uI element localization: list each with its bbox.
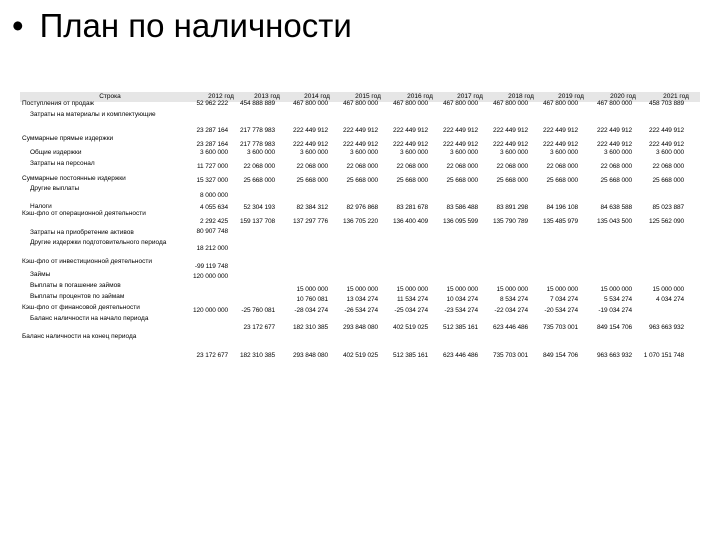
table-cell: 7 034 274 [549, 296, 578, 303]
table-cell: 222 449 912 [648, 127, 684, 134]
row-label: Кэш-фло от операционной деятельности [22, 210, 146, 217]
row-label: Другие выплаты [30, 185, 80, 192]
table-cell: 3 600 000 [299, 149, 328, 156]
table-cell: 849 154 706 [596, 324, 632, 331]
table-cell: 15 000 000 [652, 286, 684, 293]
table-cell: 458 703 889 [648, 100, 684, 107]
header-row-label: Строка [99, 93, 121, 100]
table-cell: 15 327 000 [196, 177, 228, 184]
table-cell: 402 519 025 [342, 352, 378, 359]
table-cell: 849 154 706 [542, 352, 578, 359]
table-cell: 25 668 000 [346, 177, 378, 184]
table-cell: 512 385 161 [392, 352, 428, 359]
table-cell: 136 705 220 [342, 218, 378, 225]
header-year: 2020 год [610, 93, 636, 100]
table-cell: 136 095 599 [442, 218, 478, 225]
table-cell: 25 668 000 [546, 177, 578, 184]
table-cell: 623 446 486 [442, 352, 478, 359]
table-cell: 15 000 000 [496, 286, 528, 293]
table-cell: 293 848 080 [292, 352, 328, 359]
table-cell: 25 668 000 [652, 177, 684, 184]
table-cell: 22 068 000 [296, 163, 328, 170]
header-year: 2014 год [304, 93, 330, 100]
table-cell: 15 000 000 [396, 286, 428, 293]
table-cell: 222 449 912 [442, 141, 478, 148]
header-year: 2016 год [407, 93, 433, 100]
header-year: 2015 год [355, 93, 381, 100]
table-cell: 120 000 000 [192, 273, 228, 280]
table-cell: 25 668 000 [396, 177, 428, 184]
table-cell: -99 119 748 [194, 263, 228, 270]
table-cell: -26 534 274 [344, 307, 378, 314]
table-cell: 11 727 000 [196, 163, 228, 170]
table-cell: 222 449 912 [492, 127, 528, 134]
table-cell: 22 068 000 [396, 163, 428, 170]
header-year: 2012 год [208, 93, 234, 100]
table-cell: -28 034 274 [294, 307, 328, 314]
table-cell: 85 023 887 [652, 204, 684, 211]
table-cell: 13 034 274 [346, 296, 378, 303]
table-cell: 222 449 912 [392, 127, 428, 134]
table-cell: 467 800 000 [442, 100, 478, 107]
table-cell: 3 600 000 [549, 149, 578, 156]
table-cell: 3 600 000 [399, 149, 428, 156]
table-cell: 467 800 000 [392, 100, 428, 107]
table-cell: 23 287 164 [196, 141, 228, 148]
row-label: Общие издержки [30, 149, 82, 156]
table-cell: 3 600 000 [603, 149, 632, 156]
table-cell: 182 310 385 [292, 324, 328, 331]
table-cell: 25 668 000 [496, 177, 528, 184]
table-cell: 222 449 912 [542, 141, 578, 148]
row-label: Кэш-фло от инвестиционной деятельности [22, 258, 152, 265]
table-cell: 467 800 000 [596, 100, 632, 107]
table-cell: 222 449 912 [292, 141, 328, 148]
row-label: Займы [30, 271, 51, 278]
row-label: Баланс наличности на начало периода [30, 315, 149, 322]
table-cell: -22 034 274 [494, 307, 528, 314]
table-cell: 512 385 161 [442, 324, 478, 331]
table-cell: 222 449 912 [596, 127, 632, 134]
table-cell: 3 600 000 [199, 149, 228, 156]
table-cell: 3 600 000 [349, 149, 378, 156]
row-label: Баланс наличности на конец периода [22, 333, 137, 340]
row-label: Суммарные постоянные издержки [22, 175, 126, 182]
cash-plan-table [20, 92, 700, 362]
table-cell: 125 562 090 [648, 218, 684, 225]
table-cell: 10 034 274 [446, 296, 478, 303]
table-cell: 23 172 677 [196, 352, 228, 359]
bullet-icon: • [12, 7, 24, 44]
table-cell: 159 137 708 [239, 218, 275, 225]
table-cell: 18 212 000 [196, 245, 228, 252]
slide-title [12, 6, 352, 46]
header-year: 2018 год [508, 93, 534, 100]
slide-title-text: План по наличности [39, 7, 352, 44]
table-cell: 23 172 677 [243, 324, 275, 331]
table-cell: 22 068 000 [496, 163, 528, 170]
table-cell: 10 760 081 [296, 296, 328, 303]
table-cell: 8 000 000 [199, 192, 228, 199]
table-cell: 15 000 000 [600, 286, 632, 293]
table-cell: 222 449 912 [292, 127, 328, 134]
table-cell: 22 068 000 [652, 163, 684, 170]
table-cell: 135 043 500 [596, 218, 632, 225]
table-cell: 15 000 000 [346, 286, 378, 293]
table-cell: -19 034 274 [598, 307, 632, 314]
row-label: Кэш-фло от финансовой деятельности [22, 304, 140, 311]
table-cell: 222 449 912 [342, 127, 378, 134]
table-cell: 23 287 164 [196, 127, 228, 134]
table-cell: 735 703 001 [492, 352, 528, 359]
row-label: Затраты на приобретение активов [30, 229, 134, 236]
table-cell: 137 297 776 [292, 218, 328, 225]
header-year: 2021 год [663, 93, 689, 100]
table-cell: 222 449 912 [542, 127, 578, 134]
header-year: 2013 год [254, 93, 280, 100]
table-cell: 120 000 000 [192, 307, 228, 314]
table-cell: 217 778 983 [239, 127, 275, 134]
table-cell: -25 034 274 [394, 307, 428, 314]
table-cell: 182 310 385 [239, 352, 275, 359]
table-cell: 83 281 678 [396, 204, 428, 211]
table-cell: 222 449 912 [442, 127, 478, 134]
table-cell: 15 000 000 [296, 286, 328, 293]
table-cell: 222 449 912 [342, 141, 378, 148]
table-cell: 467 800 000 [292, 100, 328, 107]
table-cell: 222 449 912 [492, 141, 528, 148]
table-cell: 2 292 425 [199, 218, 228, 225]
table-cell: 222 449 912 [596, 141, 632, 148]
table-cell: 15 000 000 [446, 286, 478, 293]
table-cell: 8 534 274 [499, 296, 528, 303]
row-label: Суммарные прямые издержки [22, 135, 114, 142]
table-cell: 22 068 000 [446, 163, 478, 170]
table-cell: 5 534 274 [603, 296, 632, 303]
table-cell: 454 888 889 [239, 100, 275, 107]
table-cell: 52 304 193 [243, 204, 275, 211]
table-cell: 3 600 000 [449, 149, 478, 156]
table-cell: 3 600 000 [655, 149, 684, 156]
table-cell: -25 760 081 [241, 307, 275, 314]
row-label: Выплаты в погашение займов [30, 282, 121, 289]
table-cell: 735 703 001 [542, 324, 578, 331]
table-cell: 467 800 000 [342, 100, 378, 107]
table-cell: 4 034 274 [655, 296, 684, 303]
table-cell: 467 800 000 [542, 100, 578, 107]
table-cell: 25 668 000 [243, 177, 275, 184]
table-cell: 82 384 312 [296, 204, 328, 211]
table-cell: 1 070 151 748 [643, 352, 684, 359]
table-cell: 83 891 298 [496, 204, 528, 211]
table-cell: 135 790 789 [492, 218, 528, 225]
table-cell: 84 196 108 [546, 204, 578, 211]
header-year: 2017 год [457, 93, 483, 100]
table-cell: 222 449 912 [392, 141, 428, 148]
row-label: Затраты на персонал [30, 160, 95, 167]
table-cell: 963 663 932 [596, 352, 632, 359]
table-cell: 3 600 000 [246, 149, 275, 156]
table-cell: 293 848 080 [342, 324, 378, 331]
table-cell: 84 638 588 [600, 204, 632, 211]
table-cell: 217 778 983 [239, 141, 275, 148]
row-label: Поступления от продаж [22, 100, 94, 107]
table-cell: 4 055 634 [199, 204, 228, 211]
row-label: Выплаты процентов по займам [30, 293, 125, 300]
table-cell: 15 000 000 [546, 286, 578, 293]
table-cell: 3 600 000 [499, 149, 528, 156]
table-cell: 83 586 488 [446, 204, 478, 211]
table-cell: 135 485 979 [542, 218, 578, 225]
table-cell: 11 534 274 [396, 296, 428, 303]
table-cell: 963 663 932 [648, 324, 684, 331]
table-cell: 136 400 409 [392, 218, 428, 225]
row-label: Другие издержки подготовительного периода [30, 239, 167, 246]
table-cell: 22 068 000 [243, 163, 275, 170]
table-cell: 222 449 912 [648, 141, 684, 148]
table-cell: 402 519 025 [392, 324, 428, 331]
table-cell: -23 534 274 [444, 307, 478, 314]
table-cell: 25 668 000 [446, 177, 478, 184]
header-year: 2019 год [558, 93, 584, 100]
table-cell: 25 668 000 [600, 177, 632, 184]
table-cell: -20 534 274 [544, 307, 578, 314]
row-label: Налоги [30, 203, 52, 210]
table-cell: 467 800 000 [492, 100, 528, 107]
table-cell: 80 907 748 [196, 228, 228, 235]
table-cell: 25 668 000 [296, 177, 328, 184]
row-label: Затраты на материалы и комплектующие [30, 111, 156, 118]
table-cell: 22 068 000 [600, 163, 632, 170]
table-cell: 82 976 868 [346, 204, 378, 211]
table-cell: 623 446 486 [492, 324, 528, 331]
table-cell: 22 068 000 [546, 163, 578, 170]
table-cell: 22 068 000 [346, 163, 378, 170]
table-cell: 52 962 222 [196, 100, 228, 107]
